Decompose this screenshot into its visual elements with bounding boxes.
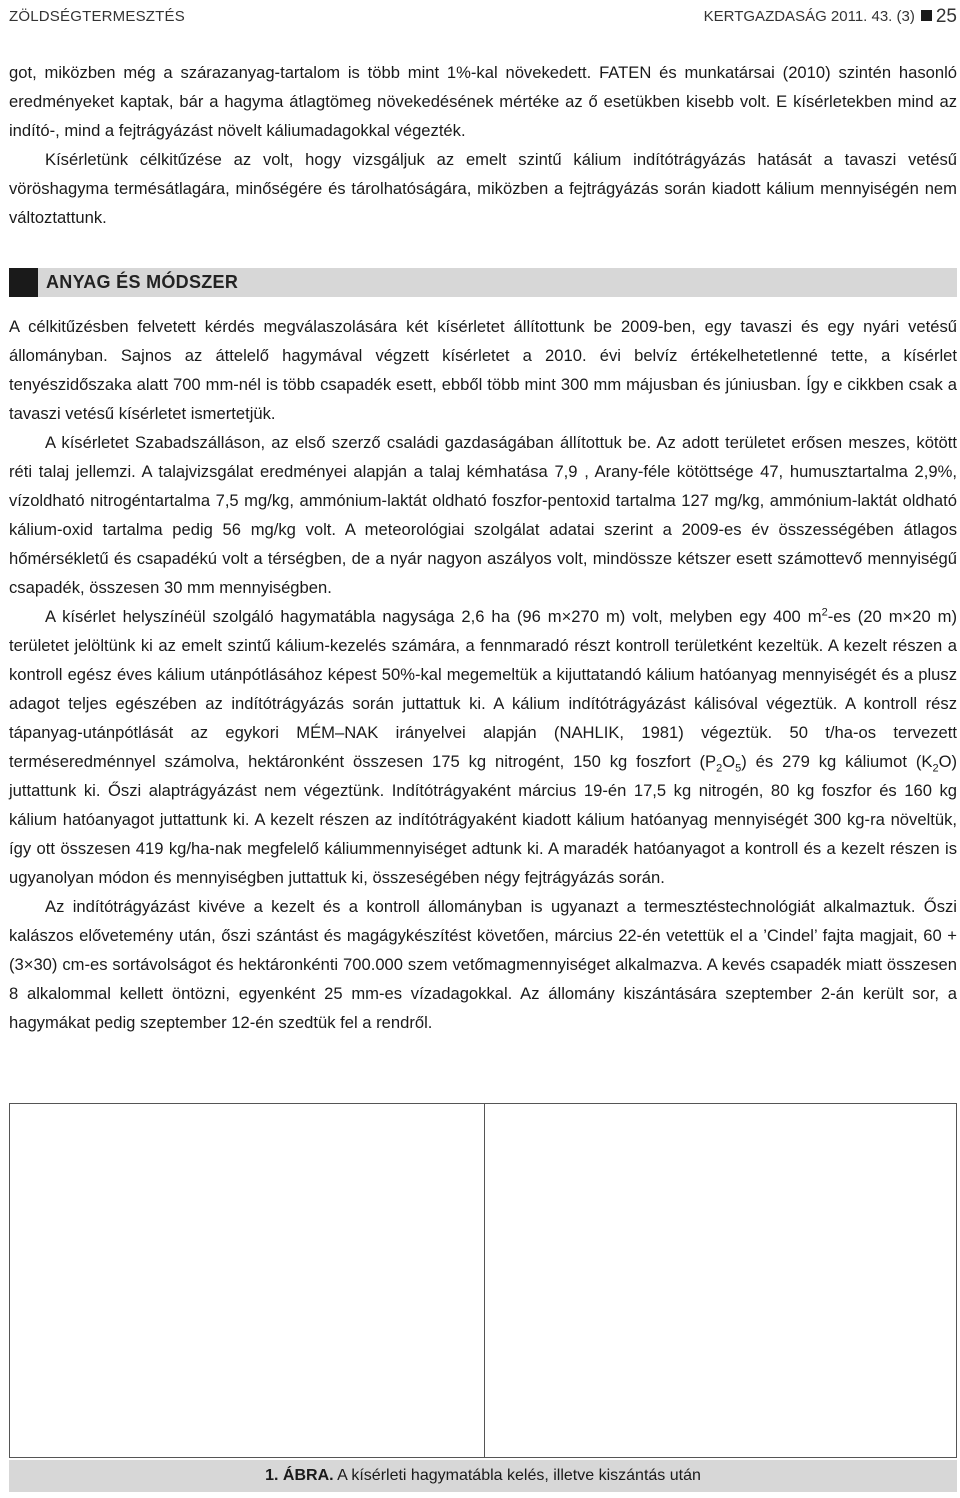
- text-run: O: [722, 752, 736, 771]
- intro-text: [9, 58, 957, 232]
- subscript: 2: [932, 762, 939, 775]
- text-run: ) és 279 kg káliumot (K: [741, 752, 933, 771]
- methods-paragraph-2: A kísérletet Szabadszálláson, az első szerző családi gazdaságában állítottuk be. Az adott területet erősen meszes, kötött réti talaj jellemzi. A talajvizsgálat eredményei alapján a talaj kémhatása 7,9 , Arany-féle kötöttsége 47, humusztartalma 2,9%, vízoldható nitrogéntartalma 7,5 mg/kg, ammónium-laktát oldható foszfor-pentoxid tartalma 127 mg/kg, ammónium-laktát oldható kálium-oxid tartalma pedig 56 mg/kg volt. A meteorológiai szolgálat adatai szerint a 2009-es év összességében átlagos hőmérsékletű és csapadékú volt a térségben, de a nyár nagyon aszályos volt, mindössze kétszer esett számottevő mennyiségű csapadék, összesen 30 mm mennyiségben.: [9, 433, 957, 597]
- journal-info: [704, 6, 957, 28]
- methods-paragraph-1: A célkitűzésben felvetett kérdés megválaszolására két kísérletet állítottunk be 2009-ben, egy tavaszi és egy nyári vetésű állományban. Sajnos az áttelelő hagymával végzett kísérletet a 2010. évi belvíz értékelhetetlenné tette, a kísérlet tenyészidőszaka alatt 700 mm-nél is több csapadék esett, ebből több mint 300 mm májusban és júniusban. Így e cikkben csak a tavaszi vetésű kísérletet ismertetjük.: [9, 317, 957, 423]
- superscript: 2: [821, 606, 828, 619]
- figure-caption-text: A kísérleti hagymatábla kelés, illetve kiszántás után: [337, 1467, 701, 1484]
- page-number: 25: [935, 6, 957, 27]
- methods-paragraph-3: [9, 602, 957, 892]
- page: [9, 0, 957, 1498]
- figure-caption-label: 1. ÁBRA.: [265, 1467, 334, 1484]
- subscript: 2: [716, 762, 723, 775]
- section-title: ANYAG ÉS MÓDSZER: [46, 272, 239, 292]
- square-bullet-icon: [921, 10, 932, 21]
- text-run: -es (20 m×20 m) területet jelöltünk ki az emelt szintű kálium-kezelés számára, a fennmaradó részt kontroll területként kezeltük. A kezelt részen a kontroll egész éves kálium utánpótlásához képest 50%-kal megemeltük a kijuttatandó kálium hatóanyag mennyiségét és a plusz adagot teljes egészében az indítótrágyázás során juttattuk ki. A kálium indítótrágyázást kálisóval végeztük. A kontroll rész tápanyag-utánpótlását az egykori MÉM–NAK irányelvei alapján (NAHLIK, 1981) végeztük. 50 t/ha-os tervezett terméseredménnyel számolva, hektáronként összesen 175 kg nitrogént, 150 kg foszfort (P: [9, 607, 957, 771]
- figure-divider: [484, 1104, 485, 1457]
- running-header: [9, 6, 957, 28]
- journal-citation: KERTGAZDASÁG 2011. 43. (3): [703, 8, 915, 25]
- methods-text: [9, 312, 957, 1037]
- text-run: O) juttattunk ki. Őszi alaptrágyázást nem végeztünk. Indítótrágyaként március 19-én 17,5 kg nitrogén, 80 kg foszfor és 160 kg kálium hatóanyagot juttattunk ki. A kezelt részen az indítótrágyaként kiadott kálium hatóanyag mennyiségét 300 kg-ra növeltük, így ott összesen 419 kg/ha-nak megfelelő káliummennyiséget adtunk ki. A maradék hatóanyagot a kontroll és a kezelt részen is ugyanolyan módon és mennyiségben juttattuk ki, összeségében négy fejtrágyázás során.: [9, 752, 957, 887]
- intro-paragraph-2: Kísérletünk célkitűzése az volt, hogy vizsgáljuk az emelt szintű kálium indítótrágyázás hatását a tavaszi vetésű vöröshagyma termésátlagára, minőségére és tárolhatóságára, miközben a fejtrágyázás során kiadott kálium mennyiségén nem változtattunk.: [9, 150, 957, 227]
- text-run: A kísérlet helyszínéül szolgáló hagymatábla nagysága 2,6 ha (96 m×270 m) volt, melyben egy 400 m: [45, 607, 822, 626]
- figure-caption: [9, 1460, 957, 1492]
- section-square-icon: [9, 268, 38, 297]
- subscript: 5: [735, 762, 742, 775]
- section-name: ZÖLDSÉGTERMESZTÉS: [9, 8, 185, 25]
- figure-frame: [9, 1103, 957, 1458]
- intro-paragraph-1: got, miközben még a szárazanyag-tartalom is több mint 1%-kal növekedett. FATEN és munkatársai (2010) szintén hasonló eredményeket kaptak, bár a hagyma átlagtömeg növekedésének mértéke az ő esetükben kisebb volt. E kísérletekben mind az indító-, mind a fejtrágyázást növelt káliumadagokkal végezték.: [9, 63, 957, 140]
- section-heading: [9, 268, 957, 297]
- methods-paragraph-4: Az indítótrágyázást kivéve a kezelt és a kontroll állományban is ugyanazt a termesztéstechnológiát alkalmaztuk. Őszi kalászos elővetemény után, őszi szántást és magágykészítést követően, március 22-én vetettük el a ’Cindel’ fajta magjait, 60 + (3×30) cm-es sortávolságot és hektáronkénti 700.000 szem vetőmagmennyiséget alkalmazva. A kevés csapadék miatt összesen 8 alkalommal kellett öntözni, egyenként 25 mm-es vízadagokkal. Az állomány kiszántására szeptember 2-án került sor, a hagymákat pedig szeptember 12-én szedtük fel a rendről.: [9, 897, 957, 1032]
